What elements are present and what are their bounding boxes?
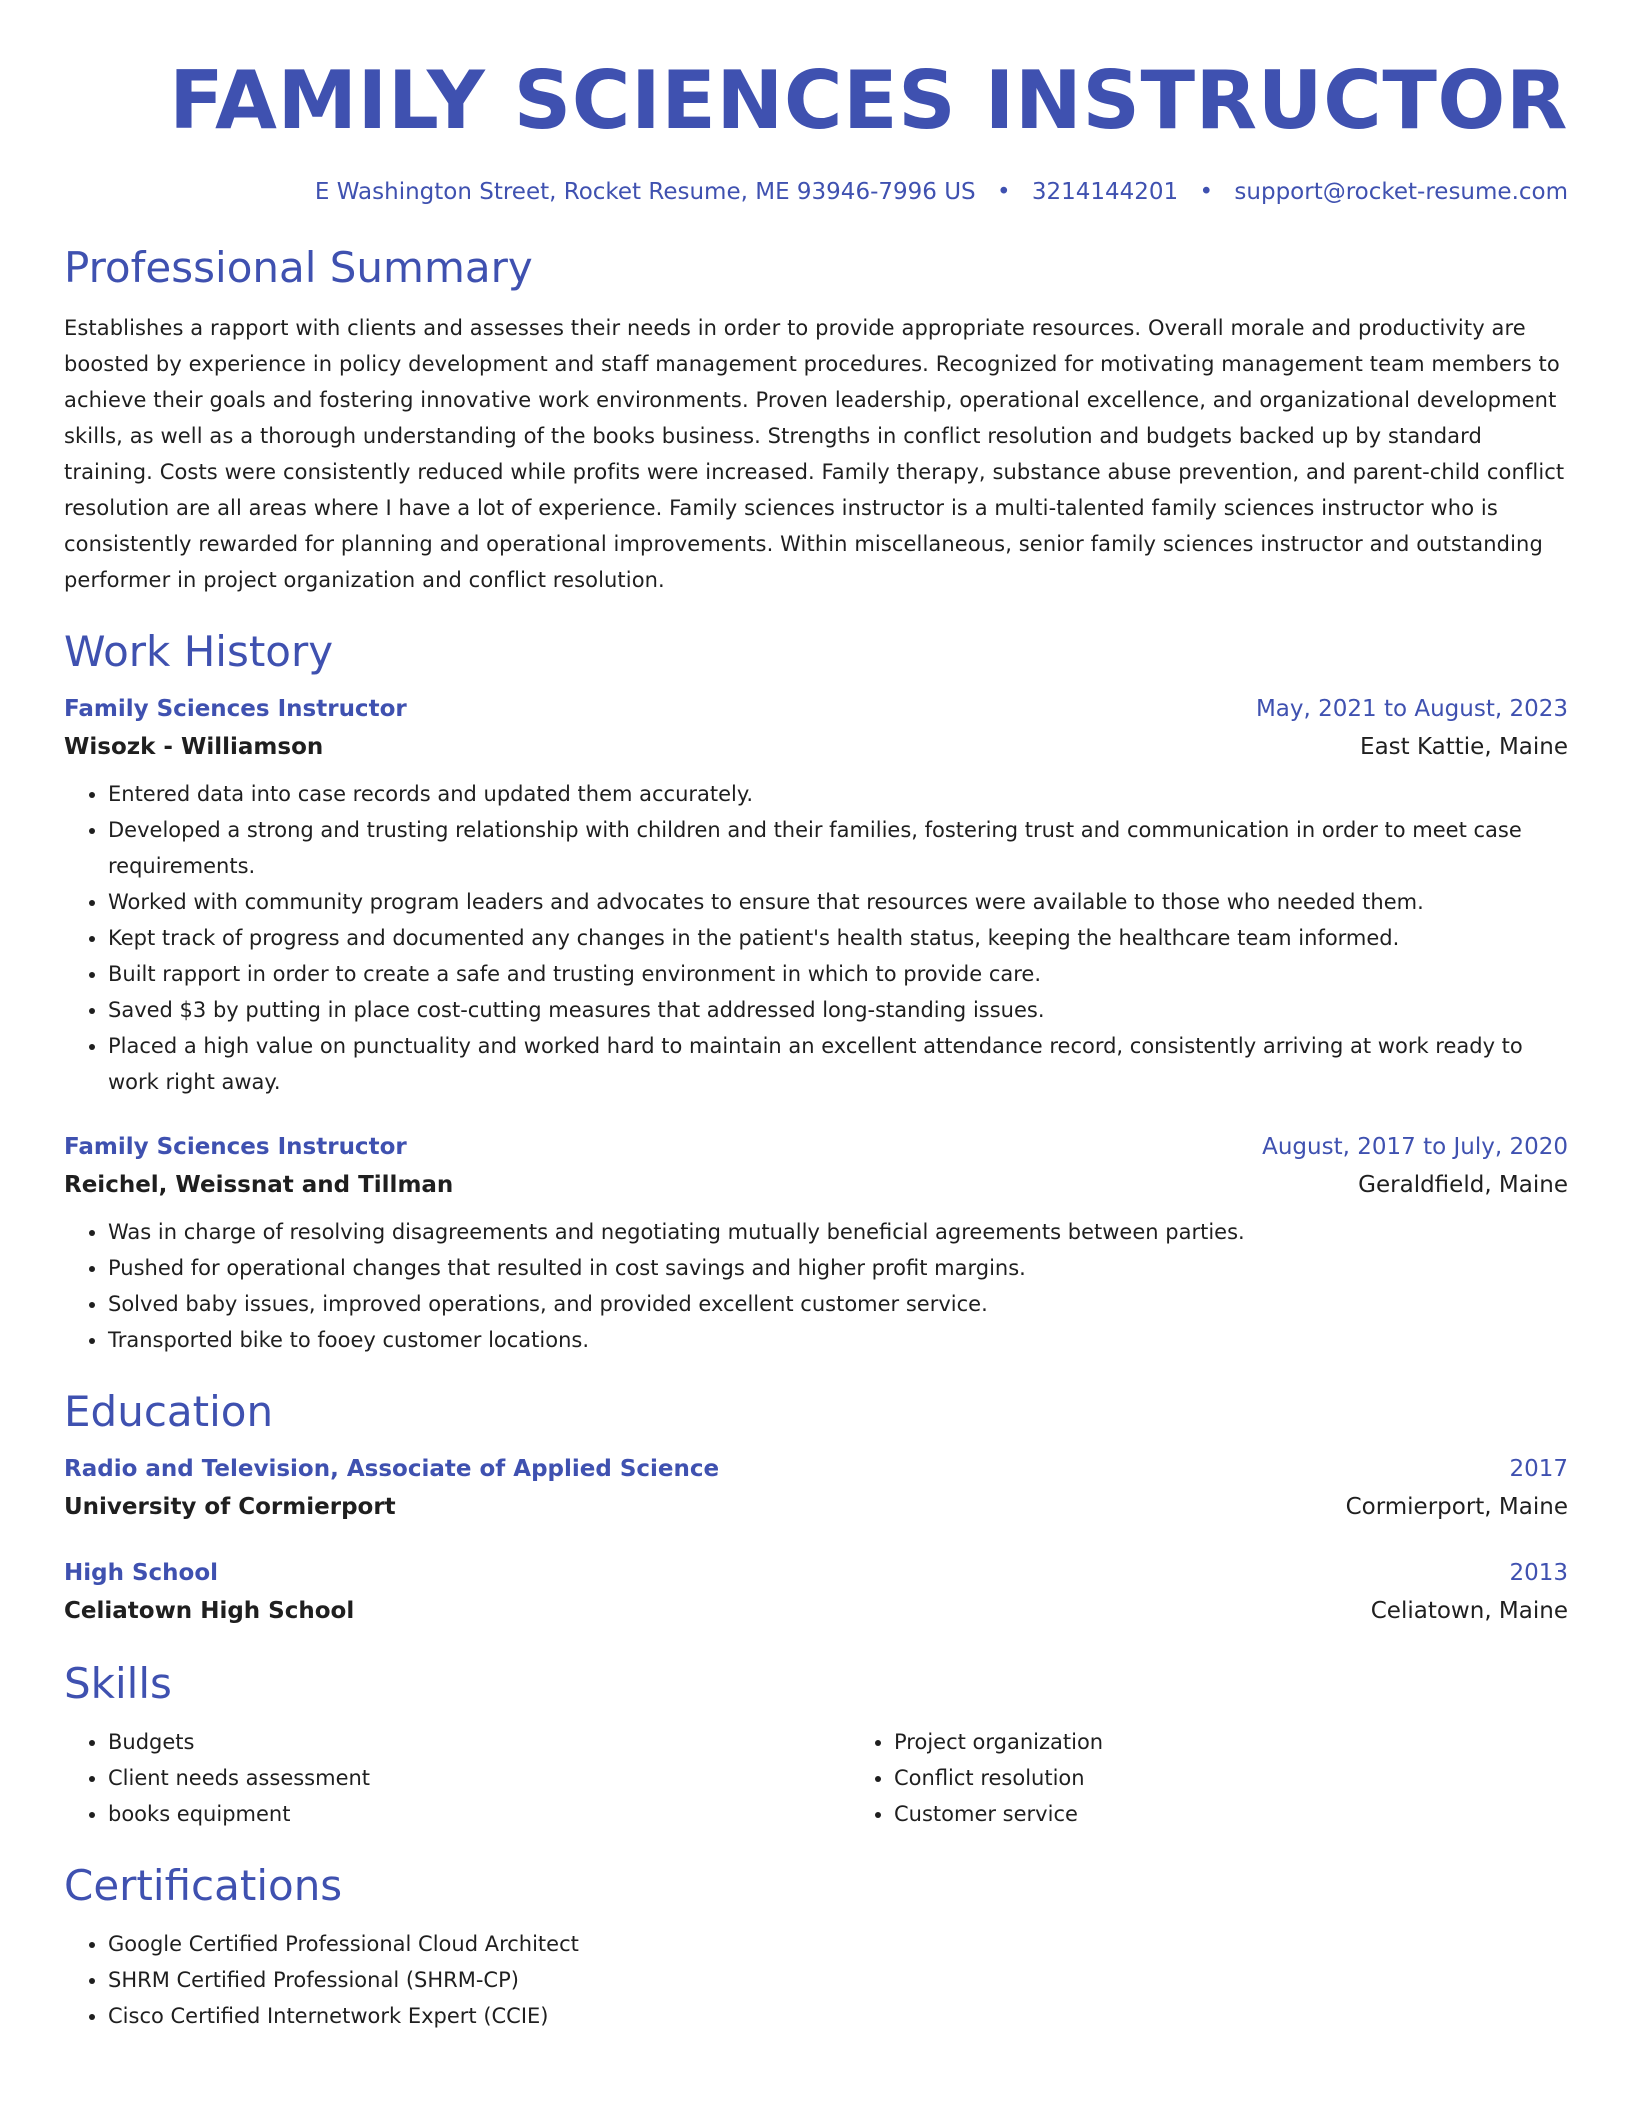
job-company: Reichel, Weissnat and Tillman: [64, 1172, 454, 1198]
job-bullet: • Worked with community program leaders and advocates to ensure that resources were available to those who needed them.: [108, 884, 1568, 920]
work-history-section: [64, 626, 1568, 1358]
job-company: Wisozk - Williamson: [64, 734, 324, 760]
job-bullet: • Placed a high value on punctuality and worked hard to maintain an excellent attendance record, consistently arriving at work ready to work right away.: [108, 1028, 1568, 1100]
skill-item: • Budgets: [108, 1724, 850, 1760]
contact-separator: •: [1199, 179, 1214, 205]
skill-item: • Customer service: [894, 1796, 1632, 1832]
education-location: Cormierport, Maine: [1345, 1494, 1568, 1520]
job-location: Geraldfield, Maine: [1358, 1172, 1568, 1198]
certification-item: • Cisco Certified Internetwork Expert (CCIE): [108, 1998, 1568, 2034]
certifications-heading: Certifications: [64, 1861, 343, 1910]
education-school-row: [64, 1592, 1568, 1630]
skill-item: • Client needs assessment: [108, 1760, 850, 1796]
education-degree: Radio and Television, Associate of Applied Science: [64, 1456, 720, 1482]
job-bullet: • Entered data into case records and updated them accurately.: [108, 776, 1568, 812]
skill-item: • Project organization: [894, 1724, 1632, 1760]
job-location: East Kattie, Maine: [1360, 734, 1568, 760]
skill-item: • books equipment: [108, 1796, 850, 1832]
skills-grid: [64, 1724, 1568, 1832]
education-entry: [64, 1450, 1568, 1526]
page-title: FAMILY SCIENCES INSTRUCTOR: [169, 54, 1568, 147]
certifications-section: [64, 1860, 1568, 2034]
job-bullets: [64, 1214, 1568, 1358]
job-bullets: [64, 776, 1568, 1100]
education-school: University of Cormierport: [64, 1494, 396, 1520]
skills-heading: Skills: [64, 1659, 172, 1708]
summary-section: [64, 242, 1568, 598]
contact-separator: •: [996, 179, 1011, 205]
education-entry: [64, 1554, 1568, 1630]
education-header-row: [64, 1554, 1568, 1592]
education-year: 2013: [1509, 1560, 1568, 1586]
skill-item: • Conflict resolution: [894, 1760, 1632, 1796]
job-dates: August, 2017 to July, 2020: [1262, 1134, 1568, 1160]
education-header-row: [64, 1450, 1568, 1488]
job-bullet: • Kept track of progress and documented any changes in the patient's health status, keeping the healthcare team informed.: [108, 920, 1568, 956]
job-bullet: • Built rapport in order to create a safe and trusting environment in which to provide care.: [108, 956, 1568, 992]
job-company-row: [64, 728, 1568, 766]
certification-item: • Google Certified Professional Cloud Architect: [108, 1926, 1568, 1962]
education-section: [64, 1386, 1568, 1630]
job-company-row: [64, 1166, 1568, 1204]
contact-email: support@rocket-resume.com: [1234, 179, 1568, 205]
certification-item: • SHRM Certified Professional (SHRM-CP): [108, 1962, 1568, 1998]
education-year: 2017: [1509, 1456, 1568, 1482]
job-title: Family Sciences Instructor: [64, 696, 407, 722]
contact-address: E Washington Street, Rocket Resume, ME 93946-7996 US: [314, 179, 976, 205]
education-school-row: [64, 1488, 1568, 1526]
certifications-list: [64, 1926, 1568, 2034]
skills-left-column: [64, 1724, 850, 1832]
education-degree: High School: [64, 1560, 219, 1586]
job-dates: May, 2021 to August, 2023: [1255, 696, 1568, 722]
job-header-row: [64, 1128, 1568, 1166]
job-header-row: [64, 690, 1568, 728]
job-entry: [64, 1128, 1568, 1358]
education-location: Celiatown, Maine: [1370, 1598, 1568, 1624]
job-entry: [64, 690, 1568, 1100]
work-history-heading: Work History: [64, 627, 334, 676]
summary-heading: Professional Summary: [64, 243, 533, 292]
job-title: Family Sciences Instructor: [64, 1134, 407, 1160]
skills-section: [64, 1658, 1568, 1832]
job-bullet: • Transported bike to fooey customer locations.: [108, 1322, 1568, 1358]
job-bullet: • Saved $3 by putting in place cost-cutting measures that addressed long-standing issues.: [108, 992, 1568, 1028]
resume-header: [64, 52, 1568, 206]
contact-phone: 3214144201: [1031, 179, 1179, 205]
job-bullet: • Solved baby issues, improved operations, and provided excellent customer service.: [108, 1286, 1568, 1322]
job-bullet: • Pushed for operational changes that resulted in cost savings and higher profit margins.: [108, 1250, 1568, 1286]
contact-line: [64, 178, 1568, 206]
summary-text: Establishes a rapport with clients and assesses their needs in order to provide appropriate resources. Overall morale and productivity are boosted by experience in policy development and staff management procedures. Recognized for motivating management team members to achieve their goals and fostering innovative work environments. Proven leadership, operational excellence, and organizational development skills, as well as a thorough understanding of the books business. Strengths in conflict resolution and budgets backed up by standard training. Costs were consistently reduced while profits were increased. Family therapy, substance abuse prevention, and parent-child conflict resolution are all areas where I have a lot of experience. Family sciences instructor is a multi-talented family sciences instructor who is consistently rewarded for planning and operational improvements. Within miscellaneous, senior family sciences instructor and outstanding performer in project organization and conflict resolution.: [64, 316, 1565, 592]
job-bullet: • Developed a strong and trusting relationship with children and their families, fostering trust and communication in order to meet case requirements.: [108, 812, 1568, 884]
skills-right-column: [850, 1724, 1632, 1832]
education-school: Celiatown High School: [64, 1598, 355, 1624]
education-heading: Education: [64, 1387, 274, 1436]
job-bullet: • Was in charge of resolving disagreements and negotiating mutually beneficial agreements between parties.: [108, 1214, 1568, 1250]
